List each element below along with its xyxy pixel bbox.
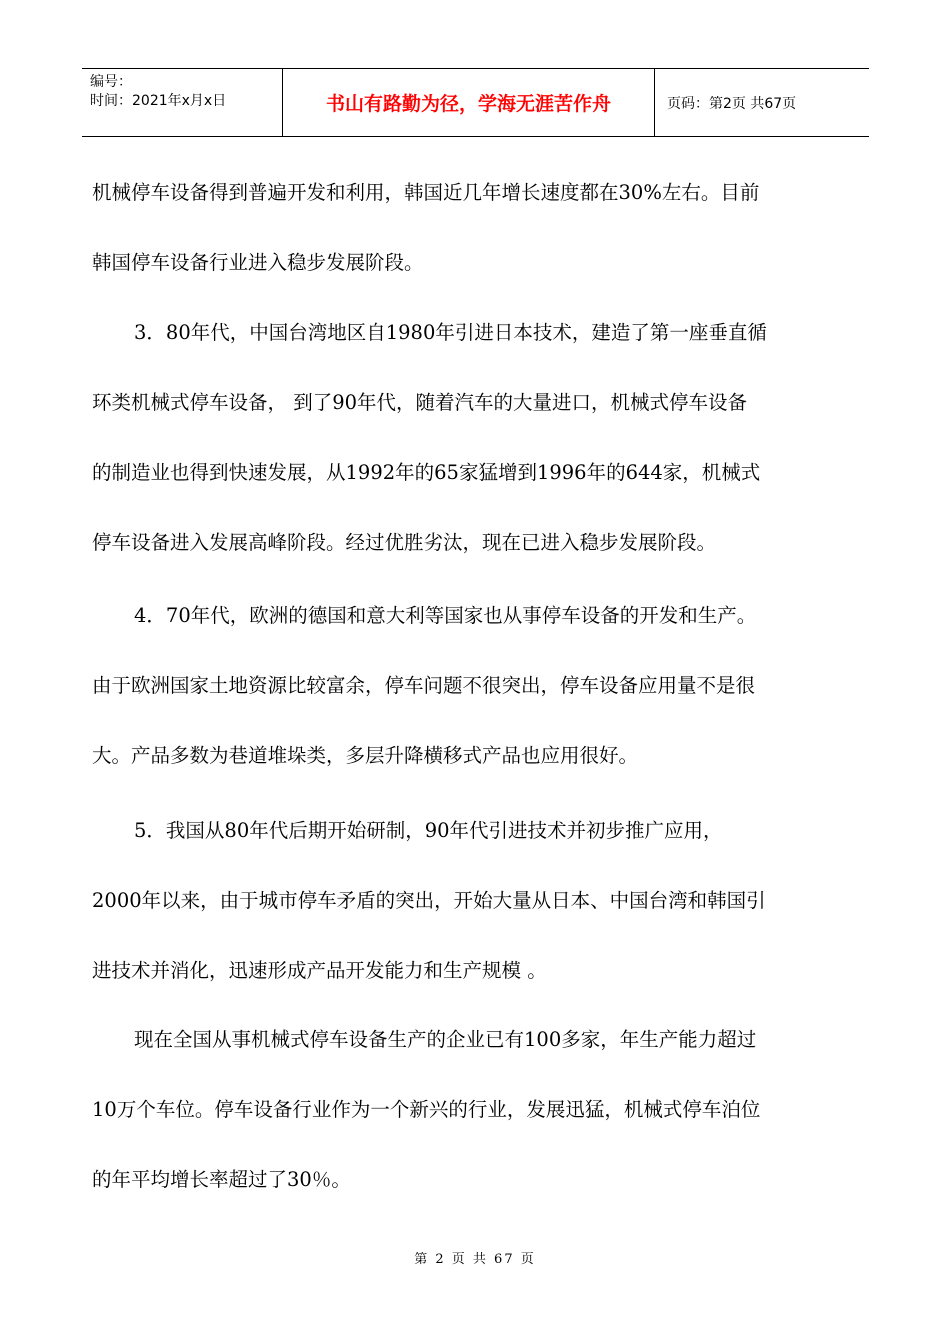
header-meta — [82, 69, 282, 136]
text-line: 由于欧洲国家土地资源比较富余，停车问题不很突出，停车设备应用量不是很 — [92, 674, 756, 697]
text-line: 韩国停车设备行业进入稳步发展阶段。 — [92, 251, 424, 274]
text-line: 进技术并消化，迅速形成产品开发能力和生产规模 。 — [92, 959, 547, 982]
number-label: 编号： — [90, 74, 132, 90]
date-line: 时间：2021年x月x日 — [90, 93, 227, 109]
header-motto: 书山有路勤为径，学海无涯苦作舟 — [282, 69, 655, 136]
text-line: 10万个车位。停车设备行业作为一个新兴的行业，发展迅猛，机械式停车泊位 — [92, 1098, 761, 1121]
text-line: 机械停车设备得到普遍开发和利用，韩国近几年增长速度都在30%左右。目前 — [92, 181, 760, 204]
text-line: 环类机械式停车设备， 到了90年代，随着汽车的大量进口，机械式停车设备 — [92, 391, 748, 414]
text-line: 的年平均增长率超过了30％。 — [92, 1168, 351, 1191]
header-page-info: 页码：第2页 共67页 — [667, 95, 797, 112]
text-line: 停车设备进入发展高峰阶段。经过优胜劣汰，现在已进入稳步发展阶段。 — [92, 531, 717, 554]
paragraph-taiwan — [92, 320, 862, 556]
text-line: 的制造业也得到快速发展，从1992年的65家猛增到1996年的644家，机械式 — [92, 461, 761, 484]
paragraph-china — [92, 818, 862, 984]
text-line: 大。产品多数为巷道堆垛类，多层升降横移式产品也应用很好。 — [92, 744, 639, 767]
text-line: 现在全国从事机械式停车设备生产的企业已有100多家，年生产能力超过 — [134, 1028, 757, 1051]
paragraph-europe — [92, 603, 862, 769]
text-line: 4．70年代，欧洲的德国和意大利等国家也从事停车设备的开发和生产。 — [134, 604, 757, 627]
text-line: 3．80年代，中国台湾地区自1980年引进日本技术，建造了第一座垂直循 — [134, 321, 767, 344]
text-line: 5．我国从80年代后期开始研制，90年代引进技术并初步推广应用， — [134, 819, 723, 842]
page-footer: 第 2 页 共 67 页 — [414, 1252, 536, 1267]
paragraph-korea — [92, 180, 862, 276]
page-header — [82, 68, 869, 137]
text-line: 2000年以来，由于城市停车矛盾的突出，开始大量从日本、中国台湾和韩国引 — [92, 889, 766, 912]
paragraph-current-status — [92, 1027, 862, 1193]
